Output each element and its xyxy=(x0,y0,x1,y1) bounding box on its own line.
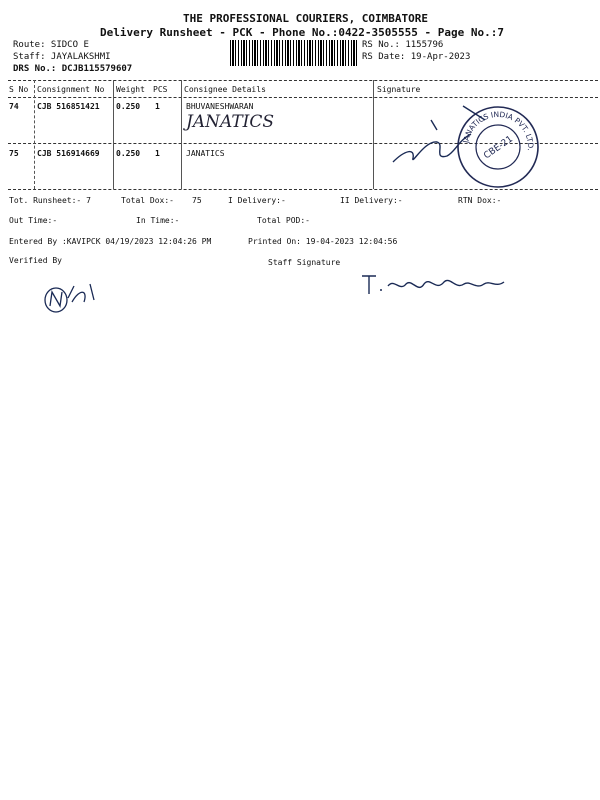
total-pod: Total POD:- xyxy=(257,216,310,225)
tot-runsheet: Tot. Runsheet:- 7 xyxy=(9,196,91,205)
runsheet-subtitle: Delivery Runsheet - PCK - Phone No.:0422-3505555 - Page No.:7 xyxy=(100,26,504,39)
handwritten-consignee: JANATICS xyxy=(186,112,275,132)
row-pcs: 1 xyxy=(155,149,160,158)
row-consignment-no: CJB 516914669 xyxy=(37,149,100,158)
row-consignee: JANATICS xyxy=(186,149,225,158)
ii-delivery: II Delivery:- xyxy=(340,196,403,205)
col-divider xyxy=(113,80,114,189)
row-pcs: 1 xyxy=(155,102,160,111)
drs-number: DRS No.: DCJB115579607 xyxy=(13,64,133,74)
staff-label: Staff: JAYALAKSHMI xyxy=(13,52,111,62)
staff-signature-icon xyxy=(358,268,508,304)
col-header-sno: S No xyxy=(9,85,29,94)
total-dox-value: 75 xyxy=(192,196,202,205)
col-header-consignee: Consignee Details xyxy=(184,85,266,94)
rs-date: RS Date: 19-Apr-2023 xyxy=(362,52,471,62)
col-header-signature: Signature xyxy=(377,85,421,94)
in-time: In Time:- xyxy=(136,216,180,225)
row-sno: 75 xyxy=(9,149,19,158)
col-divider xyxy=(181,80,182,189)
stamp-ring-text: JANATICS INDIA PVT. LTD. xyxy=(461,109,536,152)
rtn-dox: RTN Dox:- xyxy=(458,196,502,205)
table-header-rule xyxy=(8,97,598,98)
staff-signature-label: Staff Signature xyxy=(268,258,341,267)
col-header-consignment: Consignment No xyxy=(37,85,105,94)
row-weight: 0.250 xyxy=(116,149,141,158)
out-time: Out Time:- xyxy=(9,216,58,225)
row-weight: 0.250 xyxy=(116,102,141,111)
verified-by-label: Verified By xyxy=(9,256,62,265)
route-label: Route: SIDCO E xyxy=(13,40,89,50)
col-divider xyxy=(34,80,35,189)
company-name: THE PROFESSIONAL COURIERS, COIMBATORE xyxy=(183,12,429,25)
rs-number: RS No.: 1155796 xyxy=(362,40,444,50)
verifier-initials-icon xyxy=(40,278,100,318)
total-dox-label: Total Dox:- xyxy=(121,196,174,205)
col-header-weight: Weight xyxy=(116,85,145,94)
col-header-pcs: PCS xyxy=(153,85,168,94)
entered-by: Entered By :KAVIPCK 04/19/2023 12:04:26 PM xyxy=(9,237,212,246)
i-delivery: I Delivery:- xyxy=(228,196,286,205)
stamp-center-text: CBE-21 xyxy=(482,134,515,162)
row-consignment-no: CJB 516851421 xyxy=(37,102,100,111)
row-consignee: BHUVANESHWARAN xyxy=(186,102,254,111)
col-divider xyxy=(373,80,374,189)
row-sno: 74 xyxy=(9,102,19,111)
company-stamp-icon xyxy=(455,104,541,190)
barcode-image xyxy=(230,40,358,66)
printed-on: Printed On: 19-04-2023 12:04:56 xyxy=(248,237,398,246)
table-top-rule xyxy=(8,80,598,81)
